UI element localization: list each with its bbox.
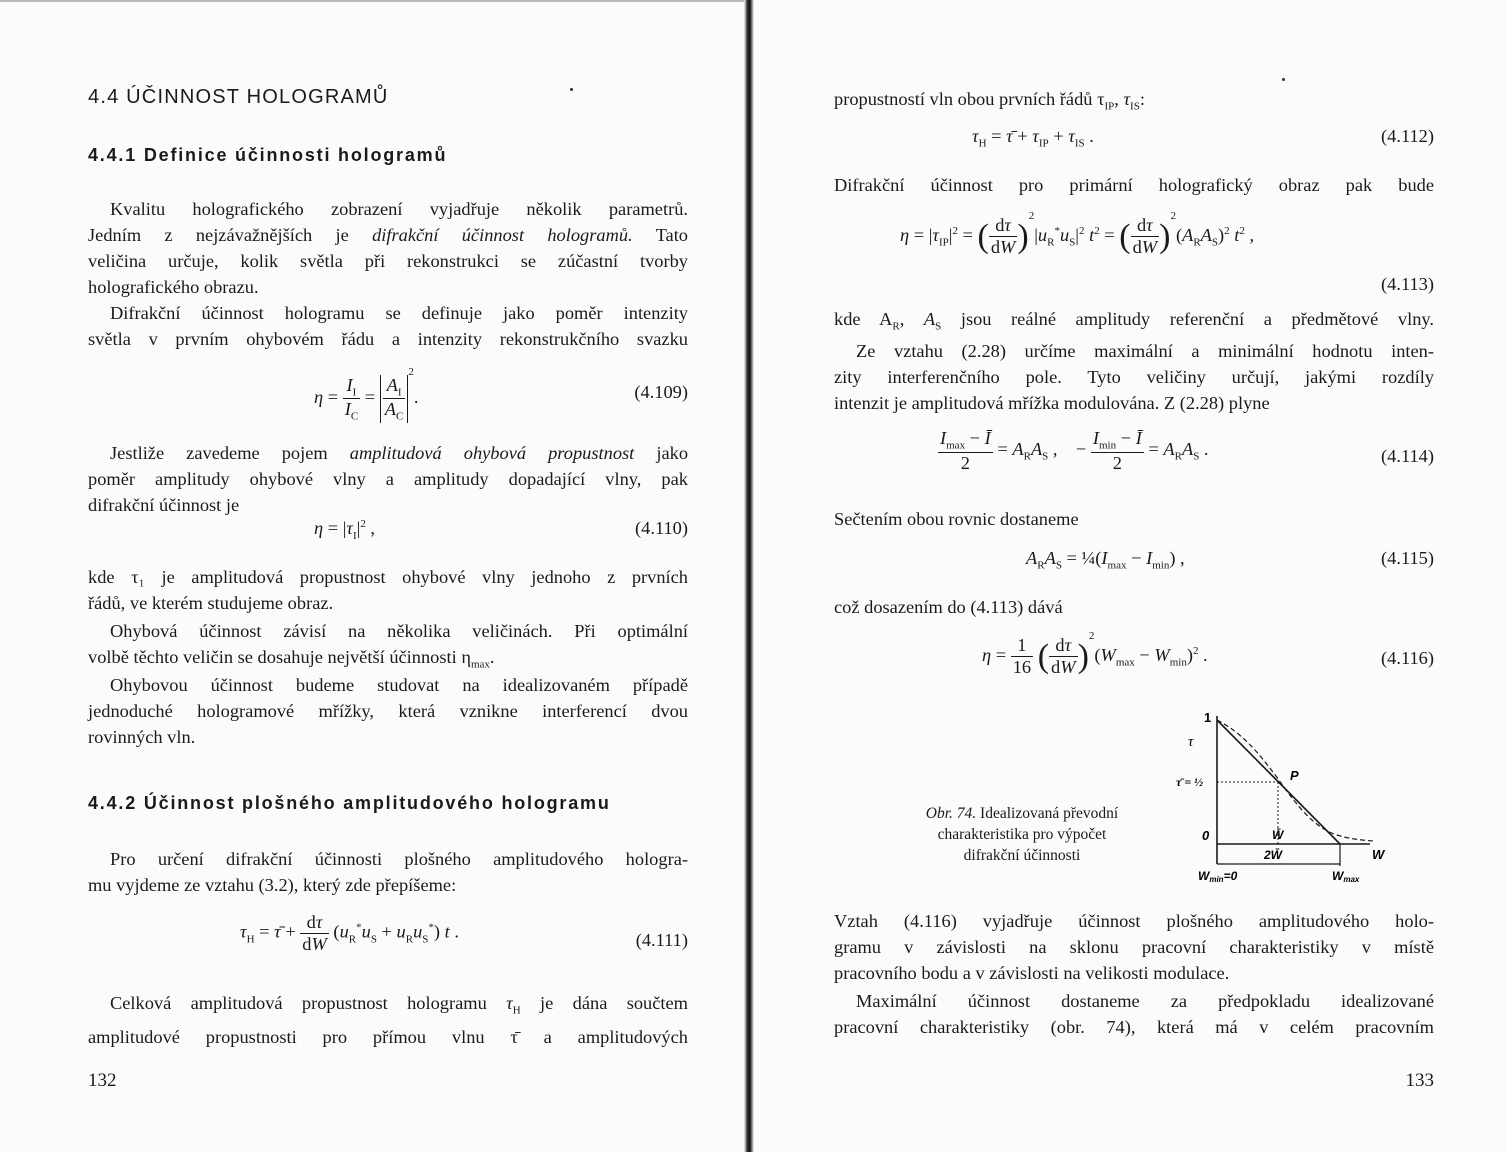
equation-number: (4.112) xyxy=(1381,126,1434,146)
paragraph-max-efficiency xyxy=(834,988,1434,1040)
text-line: mu vyjdeme ze vztahu (3.2), který zde přepíšeme: xyxy=(88,875,457,895)
text-line: Difrakční účinnost pro primární holografický obraz pak bude xyxy=(834,175,1434,195)
text-line: Ze vztahu (2.28) určíme maximální a minimální hodnotu inten- xyxy=(856,341,1434,361)
text-line: zity interferenčního pole. Tyto veličiny určují, jakými rozdíly xyxy=(834,367,1434,387)
text-line: rovinných vln. xyxy=(88,727,196,747)
equation-number: (4.111) xyxy=(635,930,688,950)
text-line: kde τ₁ je amplitudová propustnost ohybové vlny jednoho z prvních xyxy=(88,567,688,587)
page-number-right: 133 xyxy=(1405,1070,1434,1091)
text-line: Kvalitu holografického zobrazení vyjadřuje několik parametrů. xyxy=(110,199,688,219)
text-line: Celková amplitudová propustnost hologramu $\tau_H$ je dána součtem xyxy=(110,993,688,1017)
paragraph-real-amplitudes xyxy=(834,306,1434,340)
section-heading-4-4-1: 4.4.1 Definice účinnosti hologramů xyxy=(88,145,448,165)
equation-body: $\tau_H$ = τ̄ + $\frac{d\tau}{dW}$ $(u_R^*u_S + u_Ru_S^*)$ t . xyxy=(240,912,459,954)
text-line: Difrakční účinnost hologramu se definuje jako poměr intenzity xyxy=(110,303,688,323)
text-line: Ohybovou účinnost budeme studovat na idealizovaném případě xyxy=(110,675,688,695)
label-w-mean: W̄ xyxy=(1272,828,1284,842)
equation-4-115 xyxy=(834,548,1434,578)
label-point-p: P xyxy=(1290,768,1299,783)
paragraph-relation-416 xyxy=(834,908,1434,986)
text-line: Jestliže zavedeme pojem amplitudová ohybová propustnost jako xyxy=(110,443,689,463)
paragraph-tau-def xyxy=(88,564,688,616)
text-line: propustností vln obou prvních řádů $\tau_{IP}$, $\tau_{IS}$: xyxy=(834,89,1145,113)
paragraph-optimal xyxy=(88,618,688,678)
paragraph-total-transmittance xyxy=(88,990,688,1050)
equation-4-110 xyxy=(88,518,688,548)
equation-body: $\frac{I_{max} - Ī}{2}$ = $A_RA_S$ , − $\frac{I_{min} - Ī}{2}$ = $A_RA_S$ . xyxy=(940,428,1209,473)
text-line: světla v prvním ohybovém řádu a intenzity rekonstrukčního svazku xyxy=(88,329,688,349)
equation-body: η = $\frac{1}{16}$ ( $\frac{d\tau}{dW}$ )$^2(W_{max} - W_{min})^2$ . xyxy=(982,630,1208,678)
text-line: amplitudové propustnosti pro přímou vlnu τ̄ a amplitudových xyxy=(88,1026,688,1047)
equation-number: (4.113) xyxy=(1381,274,1434,294)
equation-body: $\tau_H$ = τ̄ + $\tau_{IP} + \tau_{IS}$ . xyxy=(972,126,1094,150)
caption-label: Obr. 74. xyxy=(925,805,977,822)
figure-caption xyxy=(892,803,1152,866)
equation-number: (4.109) xyxy=(634,382,688,402)
text-line: difrakční účinnost je xyxy=(88,495,240,515)
text-line: Maximální účinnost dostaneme za předpokladu idealizované xyxy=(856,991,1434,1011)
figure-74-transfer-characteristic xyxy=(1164,704,1394,890)
paragraph-definition xyxy=(88,300,688,352)
equation-body: η = $\frac{I_I}{I_C}$ = $\frac{A_I}{A_C}$ $^2$. xyxy=(314,366,419,423)
label-w-axis: W xyxy=(1372,847,1385,862)
paragraph-quality xyxy=(88,196,688,300)
paragraph-substitution xyxy=(834,594,1434,620)
equation-body: $\eta = |\tau_I|^2$ , xyxy=(314,518,376,542)
text-line: poměr amplitudy ohybové vlny a amplitudy dopadající vlny, pak xyxy=(88,469,688,489)
equation-4-113 xyxy=(834,210,1434,310)
equation-4-109 xyxy=(88,366,688,436)
equation-number: (4.110) xyxy=(635,518,688,538)
label-one: 1 xyxy=(1204,710,1212,725)
equation-4-116 xyxy=(834,630,1434,694)
equation-body: $\eta = |\tau_{IP}|^2$ = ( $\frac{d\tau}{dW}$ )$^2|u_R^*u_S|^2$ $t^2$ = ( $\frac{d\tau}{dW}$ )$^2(A_RA_S)^2$ $t^2$ , xyxy=(900,210,1255,258)
chapter-title: 4.4 ÚČINNOST HOLOGRAMŮ xyxy=(88,86,389,108)
equation-4-111 xyxy=(88,912,688,972)
caption-line: difrakční účinnosti xyxy=(963,847,1081,864)
text-line: Vztah (4.116) vyjadřuje účinnost plošného amplitudového holo- xyxy=(834,911,1434,931)
equation-number: (4.116) xyxy=(1381,648,1434,668)
book-spine xyxy=(744,0,754,1152)
text-line: pracovního bodu a v závislosti na velikosti modulace. xyxy=(834,963,1230,983)
label-tau-half: τ̄ = ½ xyxy=(1176,775,1204,789)
text-line: kde $A_R$, $A_S$ jsou reálné amplitudy referenční a předmětové vlny. xyxy=(834,309,1434,333)
text-line: volbě těchto veličin se dosahuje největší účinnosti $\eta_{max}$. xyxy=(88,647,495,671)
text-line: pracovní charakteristiky (obr. 74), která má v celém pracovním xyxy=(834,1017,1434,1037)
equation-number: (4.114) xyxy=(1381,446,1434,466)
paragraph-sum xyxy=(834,506,1434,532)
equation-4-114 xyxy=(834,428,1434,488)
text-line: intenzit je amplitudová mřížka modulována. Z (2.28) plyne xyxy=(834,393,1270,413)
equation-4-112 xyxy=(834,126,1434,156)
text-line: což dosazením do (4.113) dává xyxy=(834,597,1063,617)
text-line: Ohybová účinnost závisí na několika veličinách. Při optimální xyxy=(110,621,688,641)
page-number-left: 132 xyxy=(88,1070,117,1091)
text-line: Pro určení difrakční účinnosti plošného amplitudového hologra- xyxy=(110,849,688,869)
equation-number: (4.115) xyxy=(1381,548,1434,568)
text-line: Jedním z nejzávažnějších je difrakční účinnost hologramů. Tato xyxy=(88,225,688,245)
section-heading-4-4-2: 4.4.2 Účinnost plošného amplitudového hologramu xyxy=(88,793,611,813)
paragraph-first-orders xyxy=(834,86,1434,120)
label-w-min: Wmin=0 xyxy=(1198,869,1238,884)
equation-body: $A_RA_S$ = $\frac{1}{4}(I_{max} - I_{min})$ , xyxy=(1026,548,1185,572)
paragraph-ideal-grating xyxy=(88,672,688,750)
text-line: jednoduché hologramové mřížky, která vznikne interferencí dvou xyxy=(88,701,688,721)
text-line: holografického obrazu. xyxy=(88,277,259,297)
label-zero: 0 xyxy=(1202,828,1210,843)
caption-line: Idealizovaná převodní xyxy=(980,805,1119,822)
label-two-w: 2W̄ xyxy=(1264,848,1282,862)
text-line: gramu v závislosti na sklonu pracovní charakteristiky v místě xyxy=(834,937,1434,957)
text-line: řádů, ve kterém studujeme obraz. xyxy=(88,593,334,613)
text-line: veličina určuje, kolik světla při rekonstrukci se zúčastní tvorby xyxy=(88,251,688,271)
label-tau: τ xyxy=(1188,734,1194,750)
paragraph-determination xyxy=(88,846,688,898)
caption-line: charakteristika pro výpočet xyxy=(937,826,1107,843)
text-line: Sečtením obou rovnic dostaneme xyxy=(834,509,1079,529)
right-page xyxy=(834,0,1434,1152)
paragraph-primary-image xyxy=(834,172,1434,198)
paragraph-propustnost xyxy=(88,440,688,518)
left-page xyxy=(88,0,688,1152)
paragraph-interference-field xyxy=(834,338,1434,416)
label-w-max: Wmax xyxy=(1332,869,1360,884)
